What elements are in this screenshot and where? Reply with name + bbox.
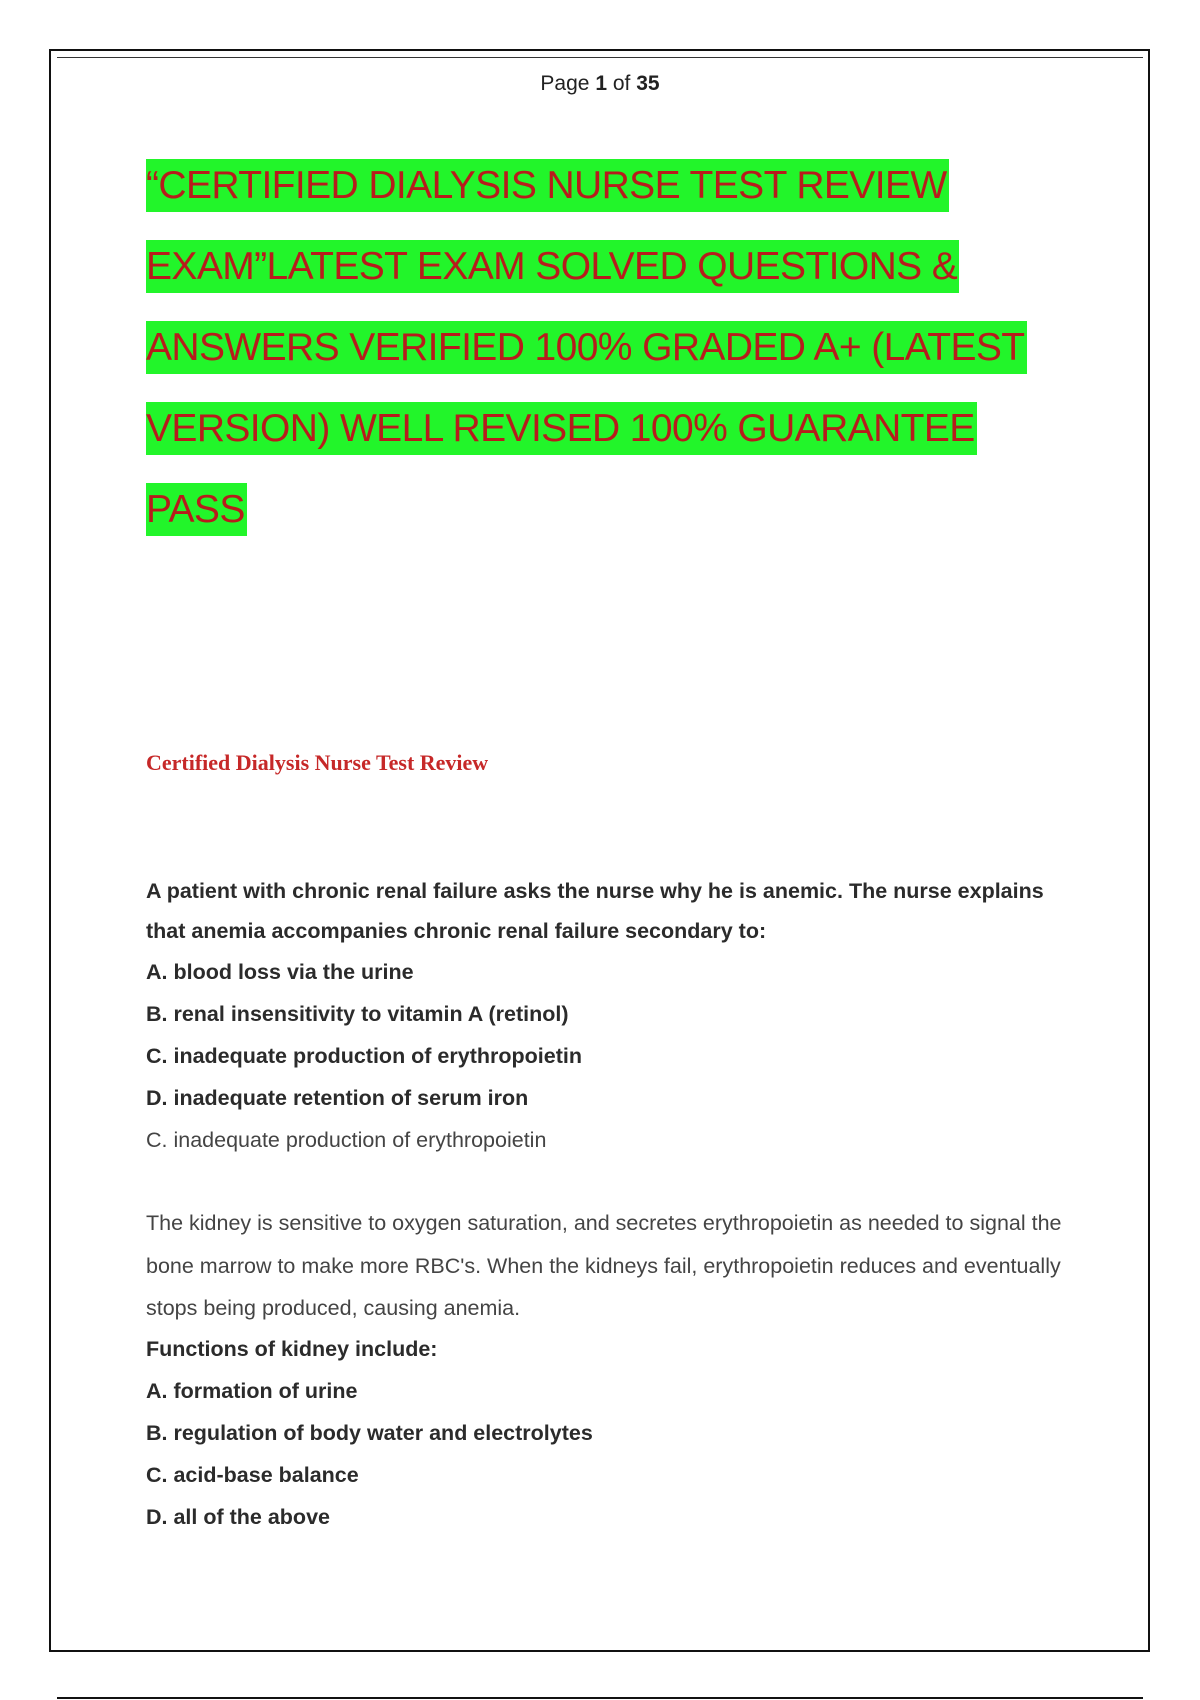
option-d: D. inadequate retention of serum iron [146, 1086, 529, 1110]
explanation-1 [146, 1202, 1066, 1330]
total-pages: 35 [636, 72, 660, 95]
option-c: C. inadequate production of erythropoietin [146, 1044, 582, 1068]
question-text: A patient with chronic renal failure asks the nurse why he is anemic. The nurse explains that anemia accompanies chronic renal failure secondary to: [146, 879, 1044, 943]
title-line: ANSWERS VERIFIED 100% GRADED A+ (LATEST [146, 307, 1096, 388]
question-text: Functions of kidney include: [146, 1337, 438, 1361]
top-divider [57, 57, 1143, 58]
option-b: B. renal insensitivity to vitamin A (retinol) [146, 1002, 569, 1026]
title-line: “CERTIFIED DIALYSIS NURSE TEST REVIEW [146, 145, 1096, 226]
option-b: B. regulation of body water and electrolytes [146, 1421, 593, 1445]
question-1 [146, 871, 1066, 1161]
page-of-label: of [612, 72, 631, 95]
option-c: C. acid-base balance [146, 1463, 359, 1487]
option-a: A. blood loss via the urine [146, 960, 414, 984]
page-number [0, 72, 1200, 96]
answer: C. inadequate production of erythropoietin [146, 1128, 547, 1152]
explanation-text: The kidney is sensitive to oxygen saturation, and secretes erythropoietin as needed to signal the bone marrow to make more RBC's. When the kidneys fail, erythropoietin reduces and eventually stops being produced, causing anemia. [146, 1211, 1062, 1320]
option-a: A. formation of urine [146, 1379, 358, 1403]
title-line: EXAM”LATEST EXAM SOLVED QUESTIONS & [146, 226, 1096, 307]
question-2 [146, 1328, 1066, 1538]
current-page: 1 [595, 72, 607, 95]
bottom-divider [57, 1697, 1143, 1699]
page-label: Page [540, 72, 590, 95]
document-title [146, 145, 1096, 550]
option-d: D. all of the above [146, 1505, 330, 1529]
title-line: PASS [146, 469, 1096, 550]
section-heading: Certified Dialysis Nurse Test Review [146, 750, 489, 775]
title-line: VERSION) WELL REVISED 100% GUARANTEE [146, 388, 1096, 469]
